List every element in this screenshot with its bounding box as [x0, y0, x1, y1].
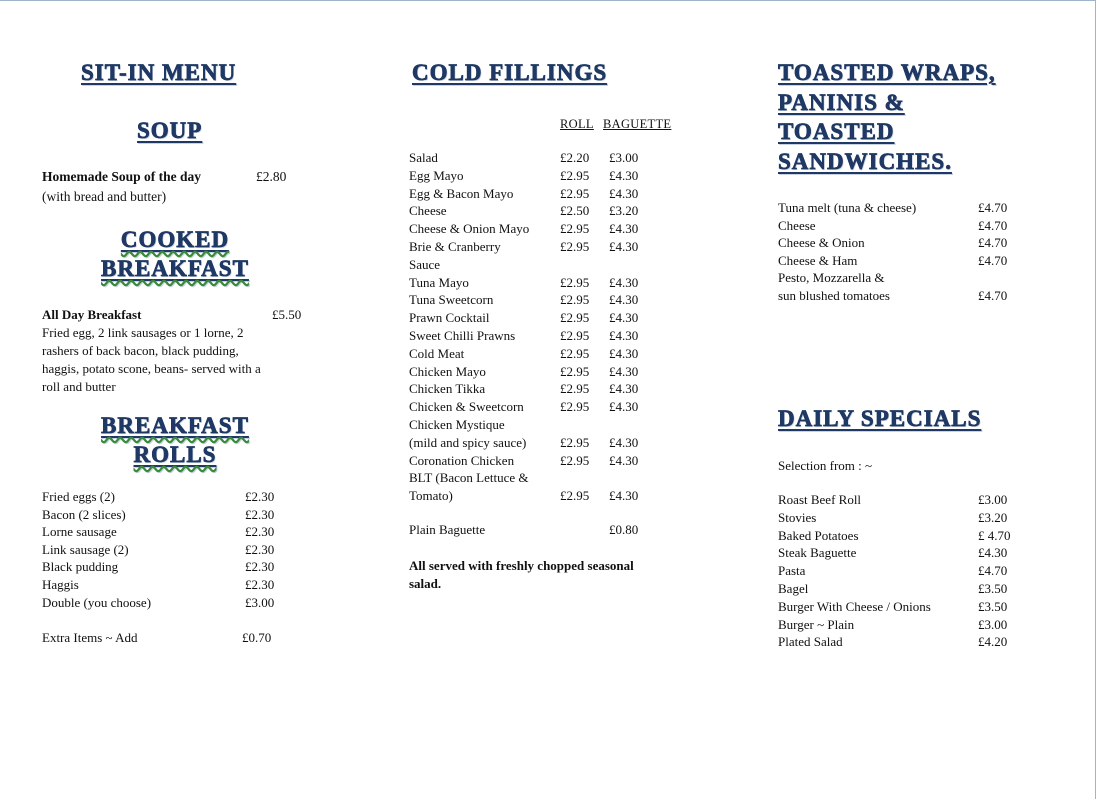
- roll-price: £2.95: [560, 239, 590, 254]
- filling-name: Chicken Mayo: [409, 363, 486, 379]
- roll-price: £2.20: [560, 150, 590, 165]
- item-name: Double (you choose): [42, 594, 152, 610]
- item-name: Cheese & Onion: [778, 235, 865, 251]
- baguette-price: £4.30: [609, 345, 639, 361]
- roll-column-header: ROLL: [560, 117, 594, 131]
- filling-name: Coronation Chicken: [409, 452, 515, 468]
- item-name: Link sausage (2): [42, 541, 129, 557]
- all-day-breakfast-name: All Day Breakfast: [42, 307, 142, 322]
- roll-price: £2.95: [560, 434, 590, 450]
- item-name: Tuna melt (tuna & cheese): [778, 200, 917, 215]
- item-name: Cheese & Ham: [778, 252, 858, 268]
- baguette-price: £4.30: [609, 239, 639, 254]
- item-price: £4.70: [978, 200, 1008, 215]
- roll-price: £2.95: [560, 488, 590, 504]
- cooked-heading-line-1: COOKED: [120, 227, 230, 252]
- item-name: Black pudding: [42, 559, 119, 575]
- roll-price: £2.50: [560, 203, 590, 219]
- salad-note-line: All served with freshly chopped seasonal: [409, 558, 634, 573]
- roll-price: £2.95: [560, 185, 590, 201]
- item-name: Roast Beef Roll: [778, 492, 862, 507]
- allday-desc-line: Fried egg, 2 link sausages or 1 lorne, 2: [42, 325, 244, 340]
- item-price: £3.00: [245, 594, 275, 610]
- filling-name: Egg Mayo: [409, 167, 464, 183]
- extra-items-price: £0.70: [242, 630, 272, 645]
- filling-name: Cheese & Onion Mayo: [409, 221, 530, 237]
- item-price: £ 4.70: [978, 527, 1011, 543]
- toasted-heading-line-4: SANDWICHES.: [778, 148, 952, 174]
- roll-price: £2.95: [560, 167, 590, 183]
- item-price: £4.20: [978, 634, 1008, 650]
- soup-heading: SOUP: [137, 118, 203, 143]
- filling-name: Egg & Bacon Mayo: [409, 185, 514, 201]
- item-price: £3.00: [978, 616, 1008, 632]
- item-price: £4.70: [978, 217, 1008, 233]
- allday-desc-line: roll and butter: [42, 379, 116, 394]
- roll-price: £2.95: [560, 363, 590, 379]
- sit-in-menu-heading: SIT-IN MENU: [81, 60, 237, 85]
- item-name: sun blushed tomatoes: [778, 288, 890, 303]
- filling-name: Brie & Cranberry: [409, 239, 501, 254]
- item-price: £2.30: [245, 506, 275, 522]
- baguette-price: £4.30: [609, 452, 639, 468]
- toasted-heading-line-2: PANINIS &: [778, 89, 905, 115]
- allday-desc-line: rashers of back bacon, black pudding,: [42, 343, 239, 358]
- baguette-price: £4.30: [609, 381, 639, 397]
- roll-price: £2.95: [560, 452, 590, 468]
- item-price: £4.70: [978, 252, 1008, 268]
- item-price: £3.00: [978, 492, 1008, 507]
- roll-price: £2.95: [560, 399, 590, 415]
- item-price: £4.30: [978, 545, 1008, 561]
- baguette-price: £4.30: [609, 185, 639, 201]
- roll-price: £2.95: [560, 310, 590, 326]
- item-price: £2.30: [245, 577, 275, 592]
- item-name: Steak Baguette: [778, 545, 857, 561]
- selection-label: Selection from : ~: [778, 458, 873, 473]
- item-name: Burger ~ Plain: [778, 616, 855, 632]
- rolls-heading-line-1: BREAKFAST: [101, 413, 249, 438]
- item-name: Bacon (2 slices): [42, 506, 126, 522]
- item-name: Lorne sausage: [42, 524, 117, 540]
- item-name: Haggis: [42, 577, 79, 592]
- baguette-price: £4.30: [609, 399, 639, 415]
- item-name: Bagel: [778, 581, 809, 596]
- item-name: Stovies: [778, 509, 817, 525]
- soup-item-name: Homemade Soup of the day: [42, 169, 202, 184]
- item-name: Burger With Cheese / Onions: [778, 598, 931, 614]
- daily-specials-heading: DAILY SPECIALS: [778, 406, 982, 431]
- roll-price: £2.95: [560, 381, 590, 397]
- filling-name: Cold Meat: [409, 345, 465, 361]
- filling-name: (mild and spicy sauce): [409, 434, 527, 450]
- item-name: Fried eggs (2): [42, 489, 115, 504]
- baguette-price: £4.30: [609, 221, 639, 237]
- plain-baguette-name: Plain Baguette: [409, 522, 486, 537]
- filling-name: Prawn Cocktail: [409, 310, 490, 326]
- plain-baguette-price: £0.80: [609, 522, 639, 537]
- item-price: £3.20: [978, 509, 1008, 525]
- item-price: £2.30: [245, 489, 275, 504]
- item-name: Baked Potatoes: [778, 527, 859, 543]
- filling-name: Cheese: [409, 203, 447, 219]
- item-price: £2.30: [245, 524, 275, 540]
- item-price: £4.70: [978, 235, 1008, 251]
- item-name: Pasta: [778, 563, 806, 579]
- soup-item-price: £2.80: [256, 169, 287, 184]
- roll-price: £2.95: [560, 274, 590, 290]
- filling-name: Tomato): [409, 488, 453, 504]
- item-name: Plated Salad: [778, 634, 843, 650]
- filling-name: Salad: [409, 150, 438, 165]
- item-name: Pesto, Mozzarella &: [778, 270, 885, 286]
- baguette-price: £4.30: [609, 167, 639, 183]
- salad-note-line: salad.: [409, 576, 442, 591]
- baguette-price: £4.30: [609, 488, 639, 504]
- breakfast-rolls-heading: [60, 411, 290, 469]
- item-price: £2.30: [245, 559, 275, 575]
- item-price: £2.30: [245, 541, 275, 557]
- baguette-price: £4.30: [609, 434, 639, 450]
- roll-price: £2.95: [560, 328, 590, 343]
- baguette-price: £3.20: [609, 203, 639, 219]
- cooked-breakfast-heading: [60, 225, 290, 283]
- extra-items-name: Extra Items ~ Add: [42, 630, 138, 645]
- roll-price: £2.95: [560, 221, 590, 237]
- filling-name: BLT (Bacon Lettuce &: [409, 470, 529, 486]
- filling-name: Chicken Tikka: [409, 381, 486, 397]
- item-price: £3.50: [978, 598, 1008, 614]
- baguette-price: £4.30: [609, 328, 639, 343]
- toasted-heading-line-3: TOASTED: [778, 119, 895, 144]
- filling-name: Chicken & Sweetcorn: [409, 399, 524, 415]
- cold-fillings-heading: COLD FILLINGS: [412, 60, 608, 85]
- filling-name: Sweet Chilli Prawns: [409, 328, 516, 343]
- baguette-price: £4.30: [609, 363, 639, 379]
- allday-desc-line: haggis, potato scone, beans- served with a: [42, 361, 261, 376]
- filling-name: Tuna Mayo: [409, 274, 469, 290]
- rolls-heading-line-2: ROLLS: [133, 442, 217, 467]
- baguette-price: £3.00: [609, 150, 639, 165]
- filling-name: Chicken Mystique: [409, 417, 505, 432]
- item-price: £3.50: [978, 581, 1008, 596]
- baguette-price: £4.30: [609, 292, 639, 308]
- roll-price: £2.95: [560, 292, 590, 308]
- baguette-column-header: BAGUETTE: [603, 117, 672, 131]
- item-price: £4.70: [978, 563, 1008, 579]
- toasted-heading: [778, 58, 996, 176]
- item-price: £4.70: [978, 288, 1008, 303]
- filling-name: Sauce: [409, 256, 441, 272]
- all-day-breakfast-price: £5.50: [272, 307, 302, 322]
- soup-item-note: (with bread and butter): [42, 189, 167, 204]
- baguette-price: £4.30: [609, 310, 639, 326]
- toasted-heading-line-1: TOASTED WRAPS,: [778, 60, 996, 85]
- item-name: Cheese: [778, 217, 816, 233]
- roll-price: £2.95: [560, 345, 590, 361]
- filling-name: Tuna Sweetcorn: [409, 292, 494, 308]
- cooked-heading-line-2: BREAKFAST: [101, 256, 249, 281]
- baguette-price: £4.30: [609, 274, 639, 290]
